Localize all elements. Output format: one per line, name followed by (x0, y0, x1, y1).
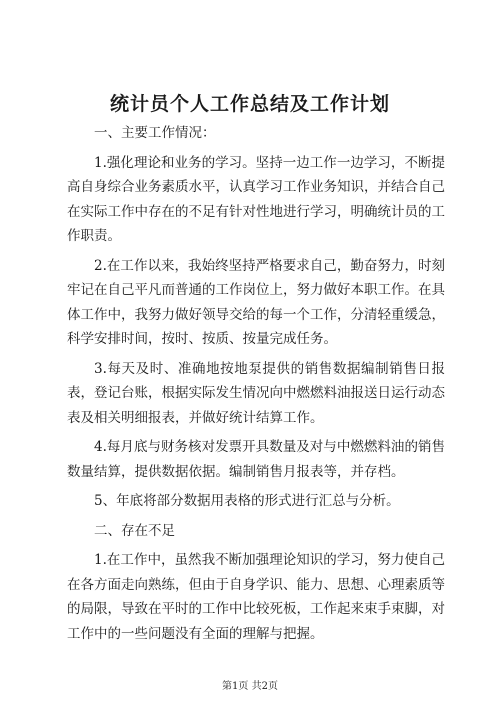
paragraph-item-2: 2.在工作以来，我始终坚持严格要求自己，勤奋努力，时刻牢记在自己平凡而普通的工作岗位上，努力做好本职工作。在具体工作中，我努力做好领导交给的每一个工作，分清轻重缓急，科学安排时间，按时、按质、按量完成任务。 (67, 257, 445, 347)
section-heading-main-work: 一、主要工作情况： (94, 125, 216, 141)
paragraph-item-3: 3.每天及时、准确地按地泵提供的销售数据编制销售日报表，登记台账，根据实际发生情况向中燃燃料油报送日运行动态表及相关明细报表，并做好统计结算工作。 (67, 360, 445, 426)
paragraph-item-5: 5、年底将部分数据用表格的形式进行汇总与分析。 (94, 493, 400, 509)
paragraph-item-4: 4.每月底与财务核对发票开具数量及对与中燃燃料油的销售数量结算，提供数据依据。编制销售月报表等，并存档。 (67, 439, 445, 480)
section-heading-shortcomings: 二、存在不足 (94, 522, 175, 539)
paragraph-shortcoming-1: 1.在工作中，虽然我不断加强理论知识的学习，努力使自己在各方面走向熟练，但由于自身学识、能力、思想、心理素质等的局限，导致在平时的工作中比较死板，工作起来束手束脚，对工作中的一些问题没有全面的理解与把握。 (67, 552, 445, 642)
document-body (67, 121, 445, 651)
page-number-footer: 第1页 共2页 (222, 681, 278, 692)
paragraph-item-1: 1.强化理论和业务的学习。坚持一边工作一边学习，不断提高自身综合业务素质水平，认真学习工作业务知识，并结合自己在实际工作中存在的不足有针对性地进行学习，明确统计员的工作职责。 (67, 154, 445, 244)
document-title: 统计员个人工作总结及工作计划 (109, 93, 390, 115)
